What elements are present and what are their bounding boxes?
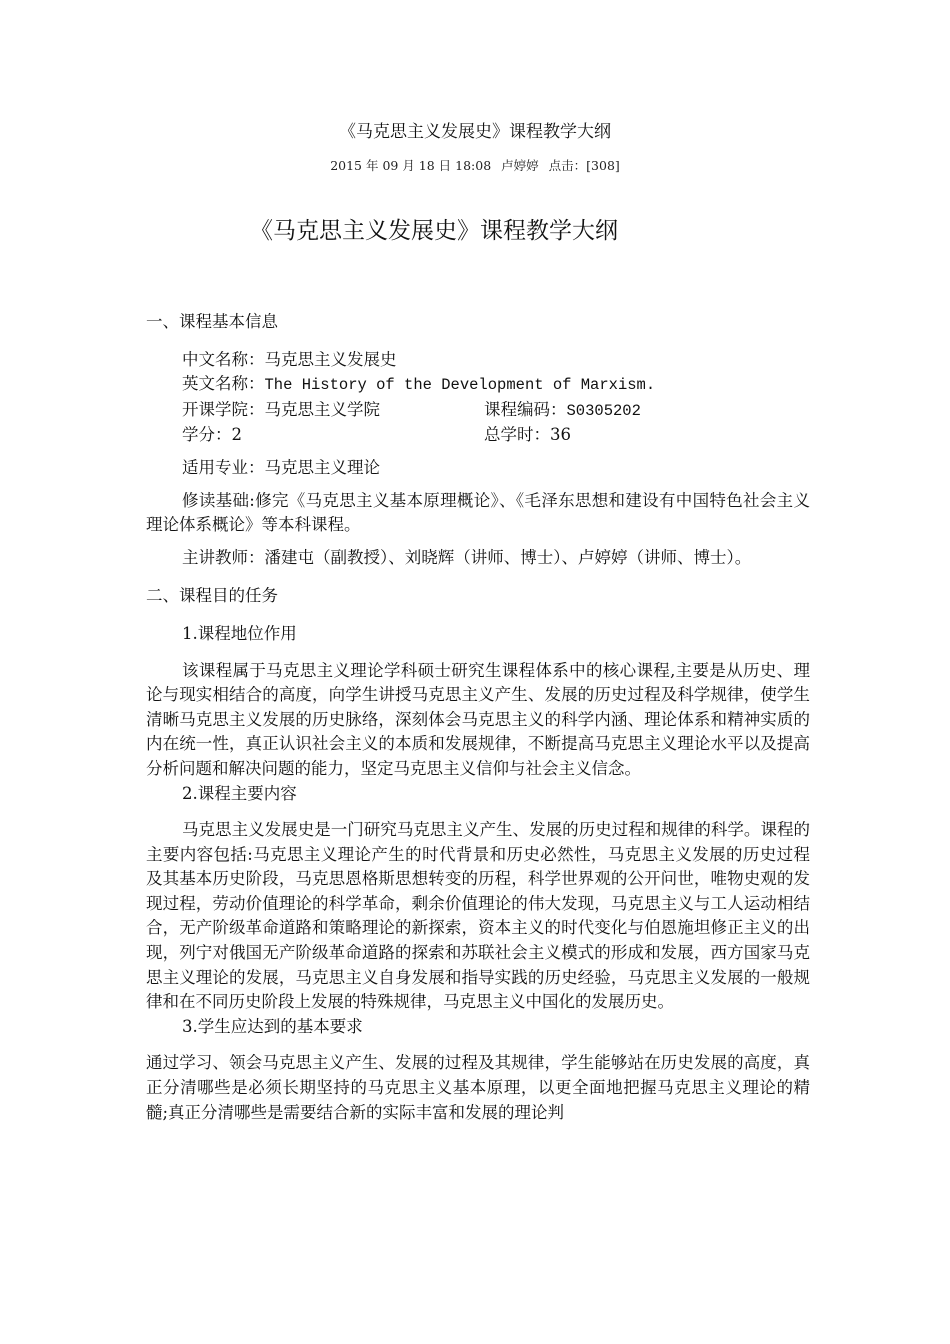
teachers: 主讲教师：潘建屯（副教授）、刘晓辉（讲师、博士）、卢婷婷（讲师、博士）。 xyxy=(182,547,752,567)
credits: 学分：2 xyxy=(182,425,242,445)
prerequisite: 修读基础:修完《马克思主义基本原理概论》、《毛泽东思想和建设有中国特色社会主义理论体系概论》等本科课程。 xyxy=(146,490,810,535)
click-count: 点击：[308] xyxy=(548,158,620,173)
course-code-value: S0305202 xyxy=(566,401,641,420)
subsection-body-content: 马克思主义发展史是一门研究马克思主义产生、发展的历史过程和规律的科学。课程的主要内容包括:马克思主义理论产生的时代背景和历史必然性，马克思主义发展的历史过程及其基本历史阶段，马克思恩格斯思想转变的历程，科学世界观的公开问世，唯物史观的发现过程，劳动价值理论的科学革命，剩余价值理论的伟大发现，马克思主义与工人运动相结合，无产阶级革命道路和策略理论的新探索，资本主义的时代变化与伯恩施坦修正主义的出现，列宁对俄国无产阶级革命道路的探索和苏联社会主义模式的形成和发展，西方国家马克思主义理论的发展，马克思主义自身发展和指导实践的历史经验，马克思主义发展的一般规律和在不同历史阶段上发展的特殊规律，马克思主义中国化的发展历史。 xyxy=(146,820,810,1012)
course-code xyxy=(484,398,810,424)
college-code-row xyxy=(146,398,810,424)
english-name xyxy=(146,372,810,398)
document-body xyxy=(146,310,810,1125)
college: 开课学院：马克思主义学院 xyxy=(182,399,380,419)
article-meta xyxy=(0,156,950,176)
section-heading-basic-info: 一、课程基本信息 xyxy=(146,312,278,331)
course-code-label: 课程编码： xyxy=(484,399,567,419)
section-heading-objectives: 二、课程目的任务 xyxy=(146,586,278,606)
subsection-body-role: 该课程属于马克思主义理论学科硕士研究生课程体系中的核心课程,主要是从历史、理论与现实相结合的高度，向学生讲授马克思主义产生、发展的历史过程及科学规律，使学生清晰马克思主义发展的历史脉络，深刻体会马克思主义的科学内涵、理论体系和精神实质的内在统一性，真正认识社会主义的本质和发展规律，不断提高马克思主义理论水平以及提高分析问题和解决问题的能力，坚定马克思主义信仰与社会主义信念。 xyxy=(146,660,810,778)
document-title: 《马克思主义发展史》课程教学大纲 xyxy=(250,218,618,244)
subsection-body-requirements: 通过学习、领会马克思主义产生、发展的过程及其规律，学生能够站在历史发展的高度，真正分清哪些是必须长期坚持的马克思主义基本原理，以更全面地把握马克思主义理论的精髓;真正分清哪些是需要结合新的实际丰富和发展的理论判 xyxy=(146,1053,810,1122)
publish-date: 2015 年 09 月 18 日 18:08 xyxy=(330,158,492,173)
subsection-heading-requirements: 3.学生应达到的基本要求 xyxy=(182,1016,363,1036)
subsection-heading-content: 2.课程主要内容 xyxy=(182,783,297,803)
credits-hours-row xyxy=(146,423,810,448)
english-name-value: The History of the Development of Marxism. xyxy=(264,376,656,395)
chinese-name: 中文名称：马克思主义发展史 xyxy=(182,349,397,369)
applicable-major: 适用专业：马克思主义理论 xyxy=(182,457,380,477)
author-name: 卢婷婷 xyxy=(501,158,539,173)
article-title: 《马克思主义发展史》课程教学大纲 xyxy=(339,122,611,142)
total-hours: 总学时：36 xyxy=(484,425,571,445)
subsection-heading-role: 1.课程地位作用 xyxy=(182,623,297,643)
english-name-label: 英文名称： xyxy=(182,374,265,394)
